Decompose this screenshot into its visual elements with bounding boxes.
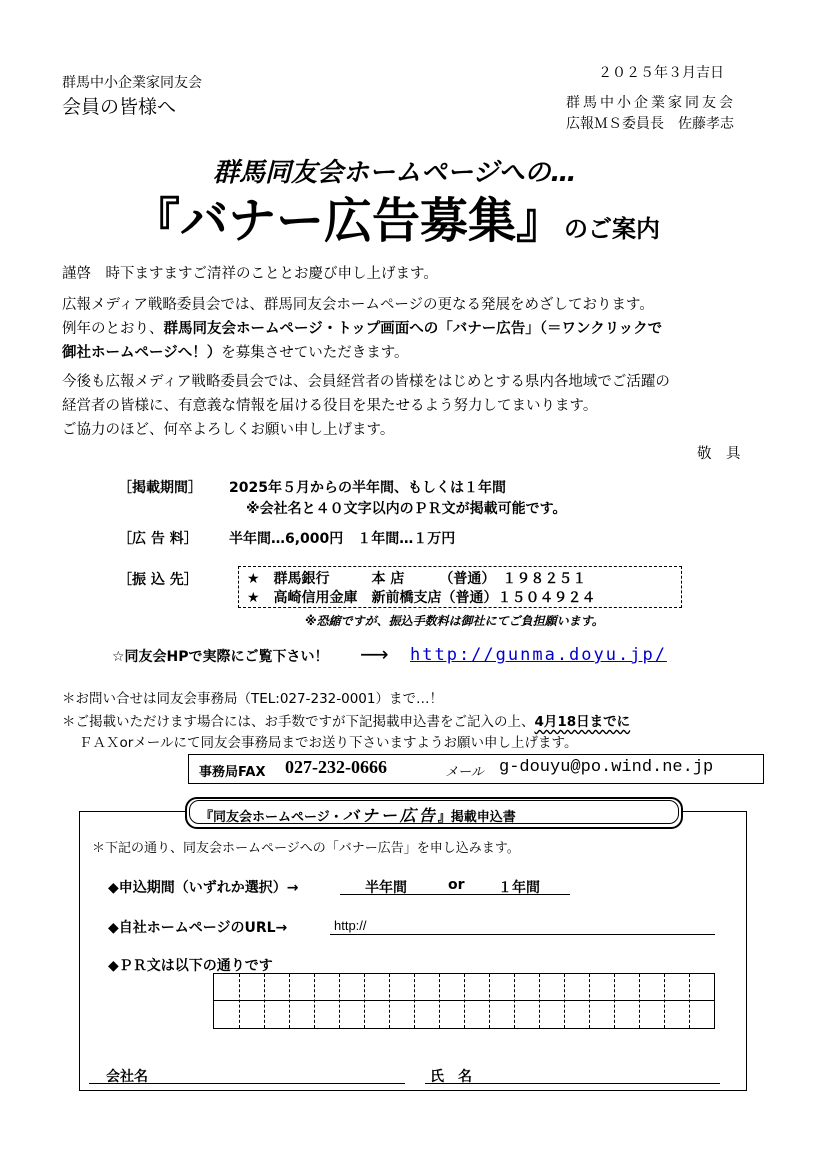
form-pr-label: ◆ＰＲ文は以下の通りです xyxy=(108,958,273,974)
p1-line3-bold: 御社ホームページへ！） xyxy=(62,345,222,361)
paragraph-1-line-3 xyxy=(62,341,409,365)
deadline: 4月18日までに xyxy=(534,714,631,730)
p1-line2-plain: 例年のとおり、 xyxy=(62,321,164,337)
sender-person: 広報ＭＳ委員長 佐藤孝志 xyxy=(566,116,734,132)
page-title xyxy=(132,182,660,251)
title-sub: 群馬同友会ホームページへの… xyxy=(213,158,577,188)
grid-divider xyxy=(339,974,340,1028)
contact-box xyxy=(188,754,764,784)
arrow-right-icon: ⟶ xyxy=(360,642,389,666)
note-application-text: ＊ご掲載いただけます場合には、お手数ですが下記掲載申込書をご記入の上、 xyxy=(62,714,535,730)
grid-divider xyxy=(239,974,240,1028)
period-value: 2025年５月からの半年間、もしくは１年間 xyxy=(229,480,506,496)
paragraph-1-line-2 xyxy=(62,317,662,341)
note-application xyxy=(62,710,630,730)
period-option-half[interactable]: 半年間 xyxy=(365,880,407,896)
grid-divider xyxy=(689,974,690,1028)
fee-label: ［広 告 料］ xyxy=(118,531,198,547)
form-title-b: バナー広告 xyxy=(342,806,438,825)
url-field[interactable] xyxy=(330,916,715,935)
form-url-label: ◆自社ホームページのURL→ xyxy=(108,920,288,936)
name-label: 氏 名 xyxy=(430,1069,472,1085)
note-inquiry: ＊お問い合せは同友会事務局（TEL:027-232-0001）まで…！ xyxy=(62,691,443,707)
fax-number: 027-232-0666 xyxy=(285,757,387,777)
mail-address: g-douyu@po.wind.ne.jp xyxy=(499,758,714,777)
closing: 敬 具 xyxy=(697,446,741,462)
period-option-year[interactable]: １年間 xyxy=(498,880,540,896)
grid-divider xyxy=(314,974,315,1028)
p1-line2-bold: 群馬同友会ホームページ・トップ画面への「バナー広告」（＝ワンクリックで xyxy=(163,321,663,337)
url-prefix: http:// xyxy=(334,918,367,933)
paragraph-2-line-3: ご協力のほど、何卒よろしくお願い申し上げます。 xyxy=(62,422,395,438)
grid-divider xyxy=(439,974,440,1028)
title-main: 『バナー広告募集』 xyxy=(132,193,565,249)
grid-divider xyxy=(639,974,640,1028)
form-period-label: ◆申込期間（いずれか選択）→ xyxy=(108,880,299,896)
p1-line3-plain: を募集させていただきます。 xyxy=(221,345,409,361)
hp-url-link[interactable]: http://gunma.doyu.jp/ xyxy=(410,645,667,665)
paragraph-2-line-2: 経営者の皆様に、有意義な情報を届ける役目を果たせるよう努力してまいります。 xyxy=(62,398,598,414)
bank-label: ［振 込 先］ xyxy=(118,572,198,588)
grid-divider xyxy=(364,974,365,1028)
name-field[interactable] xyxy=(425,1083,720,1084)
pr-text-grid[interactable] xyxy=(213,973,715,1029)
form-title-a: 『同友会ホームページ・ xyxy=(200,810,343,825)
company-label: 会社名 xyxy=(106,1069,148,1085)
grid-divider xyxy=(514,974,515,1028)
period-note: ※会社名と４０文字以内のＰＲ文が掲載可能です。 xyxy=(246,501,567,517)
grid-divider xyxy=(589,974,590,1028)
fax-label: 事務局FAX xyxy=(199,765,266,780)
form-title xyxy=(200,803,516,826)
recipient: 会員の皆様へ xyxy=(62,96,177,118)
form-title-c: 』掲載申込書 xyxy=(437,810,516,825)
bank-row-2: ★ 高崎信用金庫 新前橋支店（普通）１５０４９２４ xyxy=(247,590,596,606)
paragraph-1-line-1: 広報メディア戦略委員会では、群馬同友会ホームページの更なる発展をめざしております。 xyxy=(62,297,654,313)
grid-divider xyxy=(464,974,465,1028)
grid-divider xyxy=(289,974,290,1028)
form-intro: ＊下記の通り、同友会ホームページへの「バナー広告」を申し込みます。 xyxy=(92,841,520,856)
bank-note: ※恐縮ですが、振込手数料は御社にてご負担願います。 xyxy=(305,614,604,628)
issue-date: ２０２５年３月吉日 xyxy=(598,65,724,81)
period-or: or xyxy=(448,877,465,893)
grid-divider xyxy=(614,974,615,1028)
recipient-org: 群馬中小企業家同友会 xyxy=(62,75,202,91)
paragraph-2-line-1: 今後も広報メディア戦略委員会では、会員経営者の皆様をはじめとする県内各地域でご活躍の xyxy=(62,374,670,390)
fee-value: 半年間…6,000円 １年間…１万円 xyxy=(229,531,456,547)
grid-divider xyxy=(264,974,265,1028)
grid-divider xyxy=(489,974,490,1028)
bank-row-1: ★ 群馬銀行 本 店 （普通） １９８２５１ xyxy=(247,571,587,587)
grid-divider xyxy=(414,974,415,1028)
greeting: 謹啓 時下ますますご清祥のこととお慶び申し上げます。 xyxy=(62,266,438,282)
grid-divider xyxy=(564,974,565,1028)
grid-divider xyxy=(664,974,665,1028)
mail-label: メール xyxy=(445,765,484,780)
title-suffix: のご案内 xyxy=(564,215,661,243)
hp-label: ☆同友会HPで実際にご覧下さい！ xyxy=(112,649,329,665)
sender-org: 群馬中小企業家同友会 xyxy=(566,95,736,111)
note-send: ＦＡＸorメールにて同友会事務局までお送り下さいますようお願い申し上げます。 xyxy=(79,735,578,751)
company-field[interactable] xyxy=(89,1083,405,1084)
grid-divider xyxy=(539,974,540,1028)
period-label: ［掲載期間］ xyxy=(118,480,202,496)
grid-divider xyxy=(389,974,390,1028)
